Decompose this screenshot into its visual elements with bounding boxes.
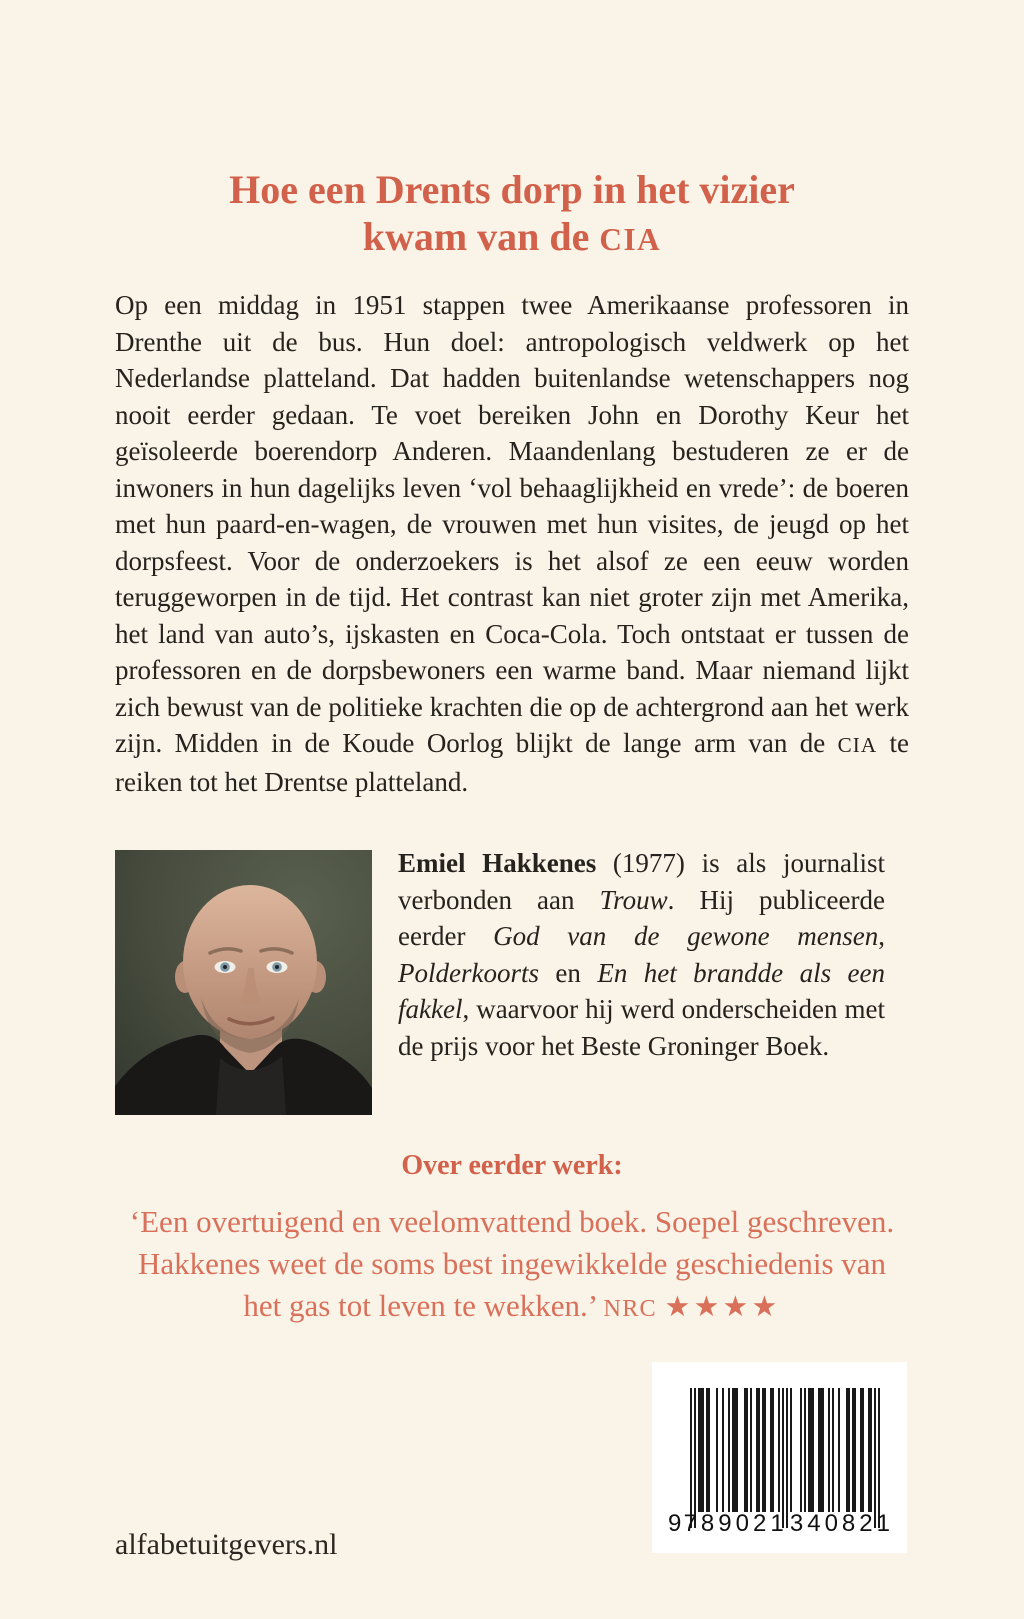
author-photo xyxy=(115,850,372,1115)
quote-line-2: Hakkenes weet de soms best ingewikkelde geschiedenis van xyxy=(137,1246,887,1281)
quote-line-1: ‘Een overtuigend en veelomvattend boek. Soepel geschreven. xyxy=(129,1204,895,1239)
synopsis-paragraph: Op een middag in 1951 stappen twee Amerikaanse professoren in Drenthe uit de bus. Hun doel: antropologisch veldwerk op het Nederlandse platteland. Dat hadden buitenlandse wetenschappers nog nooit eerder gedaan. Te voet bereiken John en Dorothy Keur het geïsoleerde boerendorp Anderen. Maandenlang bestuderen ze er de inwoners in hun dagelijks leven ‘vol behaaglijkheid en vrede’: de boeren met hun paard-en-wagen, de vrouwen met hun visites, de jeugd op het dorpsfeest. Voor de onderzoekers is het alsof ze een eeuw worden teruggeworpen in de tijd. Het contrast kan niet groter zijn met Amerika, het land van auto’s, ijskasten en Coca-Cola. Toch ontstaat er tussen de professoren en de dorpsbewoners een warme band. Maar niemand lijkt zich bewust van de politieke krachten die op de achtergrond aan het werk zijn. Midden in de Koude Oorlog blijkt de lange arm van de CIA te reiken tot het Drentse platteland. xyxy=(115,290,909,797)
review-quote xyxy=(62,1201,962,1330)
quote-line-3: het gas tot leven te wekken.’ NRC ★★★★ xyxy=(243,1288,781,1323)
barcode-bars xyxy=(690,1388,880,1528)
barcode-digit-group-2: 340821 xyxy=(789,1510,894,1537)
tagline-line-2: kwam van de CIA xyxy=(362,214,662,259)
tagline-line-1: Hoe een Drents dorp in het vizier xyxy=(229,167,795,212)
author-bio: Emiel Hakkenes (1977) is als journalist verbonden aan Trouw. Hij publiceerde eerder God van de gewone mensen, Polderkoorts en En het brandde als een fakkel, waarvoor hij werd onderscheiden met de prijs voor het Beste Groninger Boek. xyxy=(398,848,886,1061)
barcode-numbers xyxy=(668,1510,894,1538)
barcode-digit-group-1: 789021 xyxy=(683,1510,788,1537)
review-heading: Over eerder werk: xyxy=(401,1150,623,1181)
publisher-url: alfabetuitgevers.nl xyxy=(115,1528,338,1561)
barcode-digit-left: 9 xyxy=(668,1510,682,1537)
book-tagline xyxy=(0,166,1024,263)
author-face xyxy=(183,885,317,1039)
barcode xyxy=(652,1362,907,1553)
